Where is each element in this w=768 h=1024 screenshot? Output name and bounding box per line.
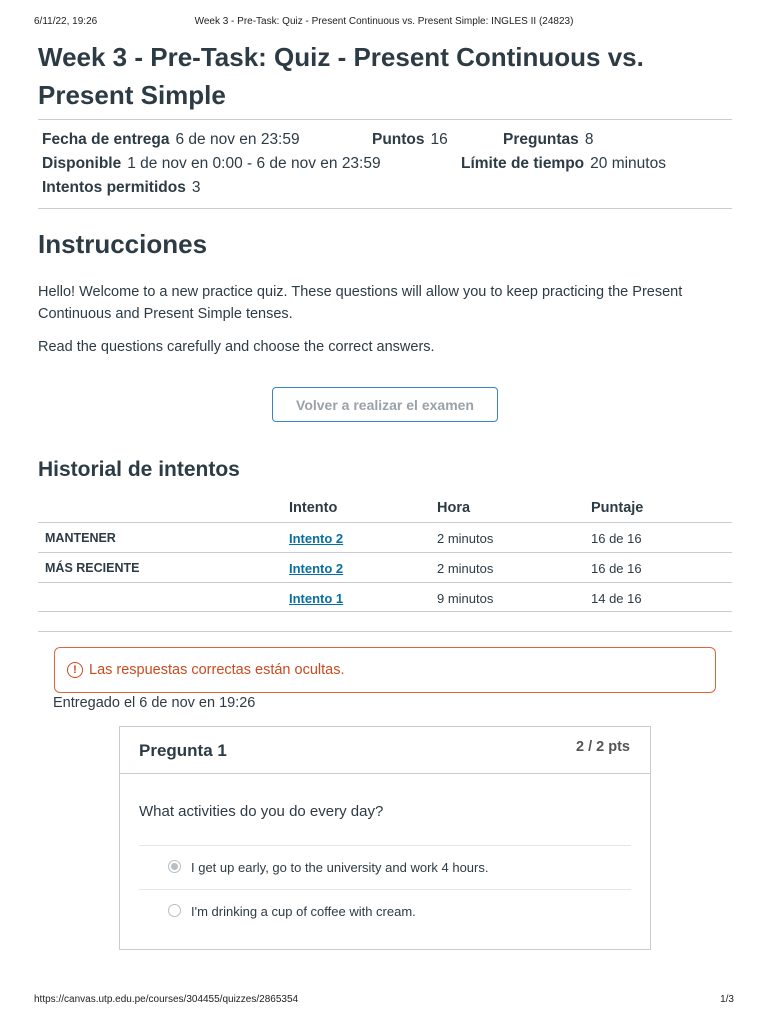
attempt-history-title: Historial de intentos [38, 458, 240, 481]
row-score: 14 de 16 [591, 591, 642, 606]
divider [38, 119, 732, 120]
question-name: Pregunta 1 [139, 741, 227, 760]
answer-option[interactable] [139, 889, 631, 933]
answer-option[interactable] [139, 845, 631, 889]
table-row [38, 582, 732, 612]
detail-points-label: Puntos [372, 131, 425, 148]
question-card [119, 726, 651, 950]
question-header [120, 727, 650, 774]
detail-points [372, 128, 448, 152]
attempt-link[interactable]: Intento 1 [289, 591, 344, 606]
divider [38, 631, 732, 632]
print-page-number: 1/3 [720, 994, 734, 1005]
detail-attempts [42, 176, 200, 200]
attempt-link[interactable]: Intento 2 [289, 561, 344, 576]
header-score: Puntaje [591, 500, 644, 516]
table-row [38, 522, 732, 552]
detail-due-label: Fecha de entrega [42, 131, 170, 148]
instructions-paragraph-1: Hello! Welcome to a new practice quiz. These questions will allow you to keep practicing the Present Continuous and Present Simple tenses. [38, 284, 683, 322]
radio-selected-icon[interactable] [168, 860, 181, 873]
row-score: 16 de 16 [591, 561, 642, 576]
detail-available [42, 152, 381, 176]
divider [38, 208, 732, 209]
answer-options [139, 845, 631, 933]
detail-available-value: 1 de nov en 0:00 - 6 de nov en 23:59 [127, 155, 381, 172]
detail-due [42, 128, 300, 152]
submitted-date: Entregado el 6 de nov en 19:26 [53, 695, 256, 711]
instructions-title: Instrucciones [38, 229, 208, 259]
header-time: Hora [437, 500, 471, 516]
detail-attempts-value: 3 [191, 179, 201, 196]
row-label: MÁS RECIENTE [45, 561, 140, 575]
retake-quiz-button[interactable]: Volver a realizar el examen [272, 387, 498, 422]
table-row [38, 552, 732, 582]
detail-questions-label: Preguntas [503, 131, 579, 148]
answer-option-text: I get up early, go to the university and work 4 hours. [191, 860, 489, 875]
attempt-link[interactable]: Intento 2 [289, 531, 344, 546]
detail-available-label: Disponible [42, 155, 122, 172]
header-attempt: Intento [289, 500, 338, 516]
detail-time-limit [461, 152, 666, 176]
attempt-history-table [38, 496, 732, 612]
instructions-paragraph-2: Read the questions carefully and choose the correct answers. [38, 339, 435, 355]
row-time: 2 minutos [437, 561, 494, 576]
detail-due-value: 6 de nov en 23:59 [175, 131, 300, 148]
row-score: 16 de 16 [591, 531, 642, 546]
page-title: Week 3 - Pre-Task: Quiz - Present Continuous vs. Present Simple [38, 42, 644, 110]
detail-questions [503, 128, 593, 152]
answer-option-text: I'm drinking a cup of coffee with cream. [191, 904, 416, 919]
radio-icon[interactable] [168, 904, 181, 917]
detail-questions-value: 8 [584, 131, 594, 148]
print-title: Week 3 - Pre-Task: Quiz - Present Continuous vs. Present Simple: INGLES II (24823) [194, 16, 574, 27]
table-header [38, 496, 732, 522]
question-text: What activities do you do every day? [139, 803, 384, 820]
row-time: 2 minutos [437, 531, 494, 546]
print-date: 6/11/22, 19:26 [34, 16, 98, 27]
detail-attempts-label: Intentos permitidos [42, 179, 186, 196]
print-url: https://canvas.utp.edu.pe/courses/304455/quizzes/2865354 [34, 994, 299, 1005]
question-points: 2 / 2 pts [576, 739, 630, 755]
detail-points-value: 16 [430, 131, 448, 148]
row-time: 9 minutos [437, 591, 494, 606]
row-label: MANTENER [45, 531, 116, 545]
detail-time-limit-value: 20 minutos [590, 155, 666, 172]
warning-icon: ! [67, 662, 83, 678]
hidden-answers-alert [54, 647, 716, 693]
alert-text: Las respuestas correctas están ocultas. [89, 662, 345, 678]
detail-time-limit-label: Límite de tiempo [461, 155, 585, 172]
